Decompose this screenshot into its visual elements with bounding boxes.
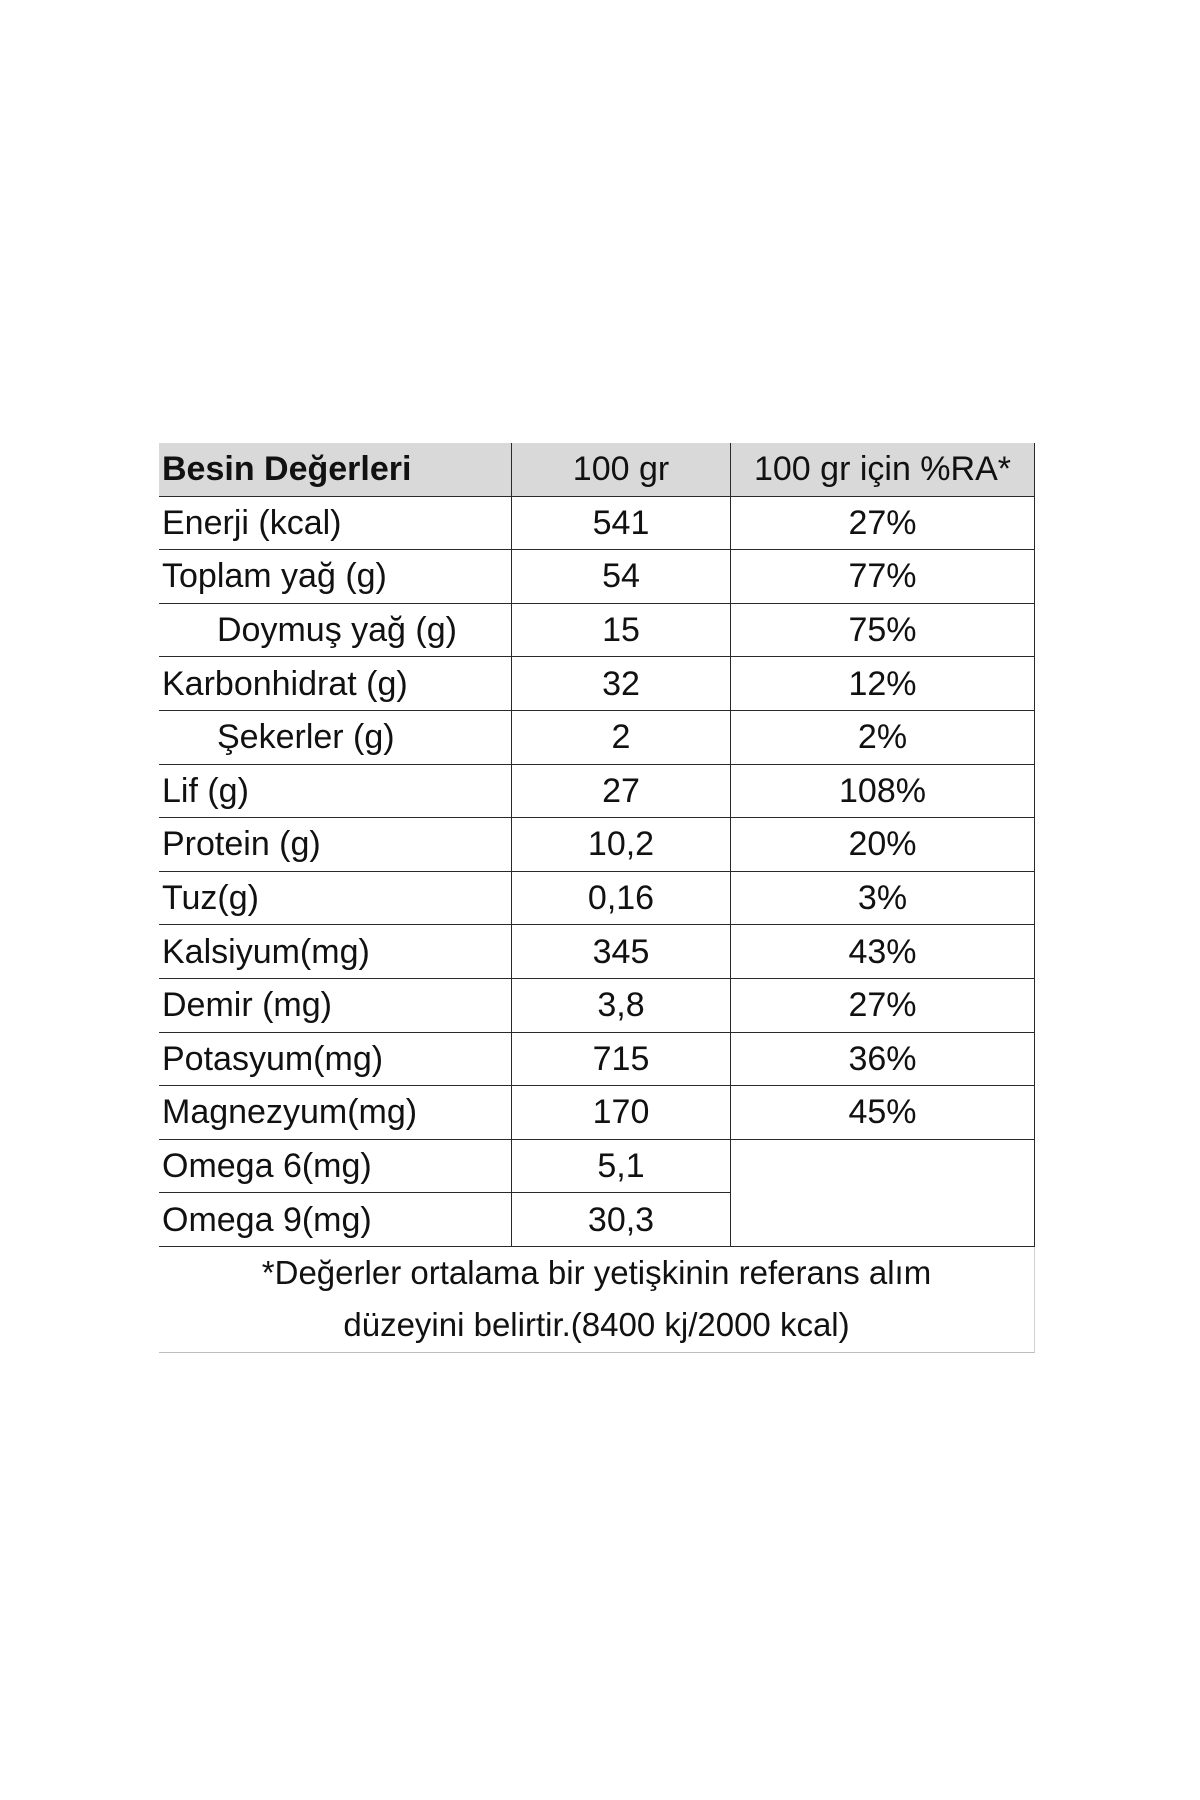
table-row bbox=[159, 711, 1035, 765]
nutrient-name: Lif (g) bbox=[159, 765, 512, 818]
header-nutrient: Besin Değerleri bbox=[159, 443, 512, 496]
header-per-100g: 100 gr bbox=[512, 443, 731, 496]
nutrient-value: 345 bbox=[512, 925, 731, 978]
table-row bbox=[159, 1086, 1035, 1140]
table-row bbox=[159, 1193, 1035, 1247]
nutrient-ra-empty bbox=[731, 1140, 1035, 1194]
nutrient-ra: 27% bbox=[731, 979, 1035, 1032]
nutrient-value: 30,3 bbox=[512, 1193, 731, 1246]
nutrient-value: 3,8 bbox=[512, 979, 731, 1032]
nutrient-name: Protein (g) bbox=[159, 818, 512, 871]
nutrient-value: 170 bbox=[512, 1086, 731, 1139]
nutrient-name: Enerji (kcal) bbox=[159, 497, 512, 550]
table-row bbox=[159, 818, 1035, 872]
nutrient-name: Doymuş yağ (g) bbox=[159, 604, 512, 657]
nutrient-name: Omega 6(mg) bbox=[159, 1140, 512, 1194]
nutrient-ra: 3% bbox=[731, 872, 1035, 925]
nutrient-value: 5,1 bbox=[512, 1140, 731, 1194]
nutrient-ra: 2% bbox=[731, 711, 1035, 764]
header-ra-percent: 100 gr için %RA* bbox=[731, 443, 1035, 496]
nutrient-ra: 77% bbox=[731, 550, 1035, 603]
table-row bbox=[159, 765, 1035, 819]
table-row bbox=[159, 1033, 1035, 1087]
nutrient-name: Demir (mg) bbox=[159, 979, 512, 1032]
nutrient-ra: 27% bbox=[731, 497, 1035, 550]
table-row bbox=[159, 657, 1035, 711]
nutrient-ra: 75% bbox=[731, 604, 1035, 657]
table-row bbox=[159, 1140, 1035, 1194]
table-row bbox=[159, 979, 1035, 1033]
nutrient-value: 715 bbox=[512, 1033, 731, 1086]
nutrient-ra: 20% bbox=[731, 818, 1035, 871]
nutrient-name: Magnezyum(mg) bbox=[159, 1086, 512, 1139]
nutrient-ra-empty bbox=[731, 1193, 1035, 1246]
nutrient-ra: 36% bbox=[731, 1033, 1035, 1086]
nutrient-name: Kalsiyum(mg) bbox=[159, 925, 512, 978]
table-row bbox=[159, 604, 1035, 658]
nutrition-table bbox=[159, 443, 1035, 1353]
nutrient-ra: 12% bbox=[731, 657, 1035, 710]
nutrient-ra: 45% bbox=[731, 1086, 1035, 1139]
nutrient-value: 541 bbox=[512, 497, 731, 550]
nutrient-value: 27 bbox=[512, 765, 731, 818]
nutrient-name: Tuz(g) bbox=[159, 872, 512, 925]
nutrient-value: 15 bbox=[512, 604, 731, 657]
nutrient-name: Omega 9(mg) bbox=[159, 1193, 512, 1246]
nutrient-value: 32 bbox=[512, 657, 731, 710]
table-row bbox=[159, 925, 1035, 979]
nutrient-value: 2 bbox=[512, 711, 731, 764]
table-header-row bbox=[159, 443, 1035, 497]
nutrient-ra: 108% bbox=[731, 765, 1035, 818]
table-row bbox=[159, 497, 1035, 551]
nutrient-value: 54 bbox=[512, 550, 731, 603]
footnote bbox=[159, 1247, 1035, 1353]
nutrient-ra: 43% bbox=[731, 925, 1035, 978]
nutrient-name: Karbonhidrat (g) bbox=[159, 657, 512, 710]
nutrient-name: Potasyum(mg) bbox=[159, 1033, 512, 1086]
table-row bbox=[159, 872, 1035, 926]
nutrient-name: Toplam yağ (g) bbox=[159, 550, 512, 603]
table-row bbox=[159, 550, 1035, 604]
footnote-line-1: *Değerler ortalama bir yetişkinin referans alım bbox=[261, 1253, 932, 1291]
footnote-line-2: düzeyini belirtir.(8400 kj/2000 kcal) bbox=[343, 1306, 850, 1344]
nutrient-value: 0,16 bbox=[512, 872, 731, 925]
nutrient-name: Şekerler (g) bbox=[159, 711, 512, 764]
nutrient-value: 10,2 bbox=[512, 818, 731, 871]
